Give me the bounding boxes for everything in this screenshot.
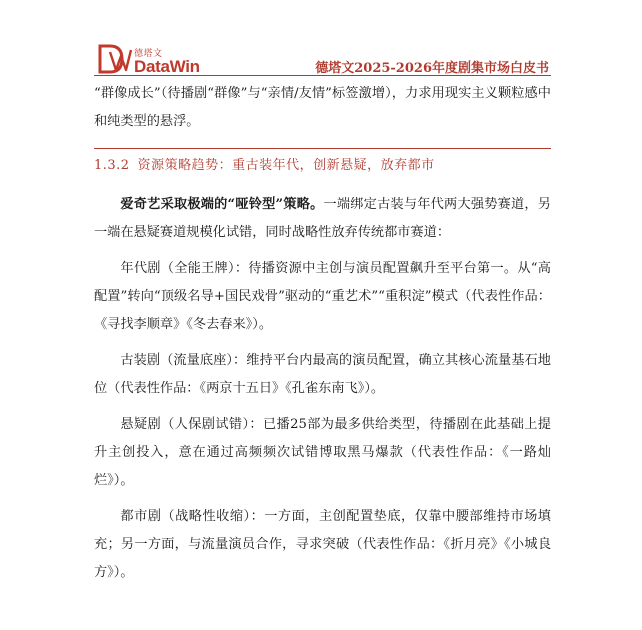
section-heading [94, 155, 551, 177]
datawin-logo [96, 40, 206, 80]
period-drama-paragraph: 年代剧（全能王牌）：待播资源中主创与演员配置飙升至平台第一。从“高配置”转向“顶级名导+国民戏骨”驱动的“重艺术”“重积淀”模式（代表性作品：《寻找李顺章》《冬去春来》）。 [94, 261, 551, 332]
datawin-logo-mark-icon [96, 42, 132, 76]
urban-drama-paragraph: 都市剧（战略性收缩）：一方面，主创配置垫底，仅靠中腰部维持市场填充；另一方面，与流量演员合作，寻求突破（代表性作品：《折月亮》《小城良方》）。 [94, 509, 551, 580]
suspense-drama-paragraph: 悬疑剧（人保剧试错）：已播25部为最多供给类型，待播剧在此基础上提升主创投入，意在通过高频频次试错博取黑马爆款（代表性作品：《一路灿烂》）。 [94, 417, 551, 488]
section-number: 1.3.2 [94, 158, 130, 173]
logo-chinese-name: 德塔文 [134, 49, 163, 59]
section-divider [94, 148, 551, 149]
intro-paragraph: “群像成长”（待播剧“群像”与“亲情/友情”标签激增），力求用现实主义颗粒感中和纯类型的悬浮。 [94, 86, 551, 129]
costume-drama-paragraph: 古装剧（流量底座）：维持平台内最高的演员配置，确立其核心流量基石地位（代表性作品：《两京十五日》《孔雀东南飞》）。 [94, 353, 551, 396]
strategy-paragraph [94, 191, 551, 247]
report-title: 德塔文2025-2026年度剧集市场白皮书 [315, 61, 549, 76]
strategy-lead: 爱奇艺采取极端的“哑铃型”策略。 [120, 197, 324, 212]
header-divider [94, 75, 551, 76]
document-body [94, 80, 551, 595]
section-title-text: 资源策略趋势：重古装年代，创新悬疑，放弃都市 [137, 158, 435, 173]
logo-english-name: DataWin [134, 57, 200, 76]
strategy-text: 一端绑定古装与年代两大强势赛道，另一端在悬疑赛道规模化试错，同时战略性放弃传统都市赛道： [94, 197, 551, 240]
